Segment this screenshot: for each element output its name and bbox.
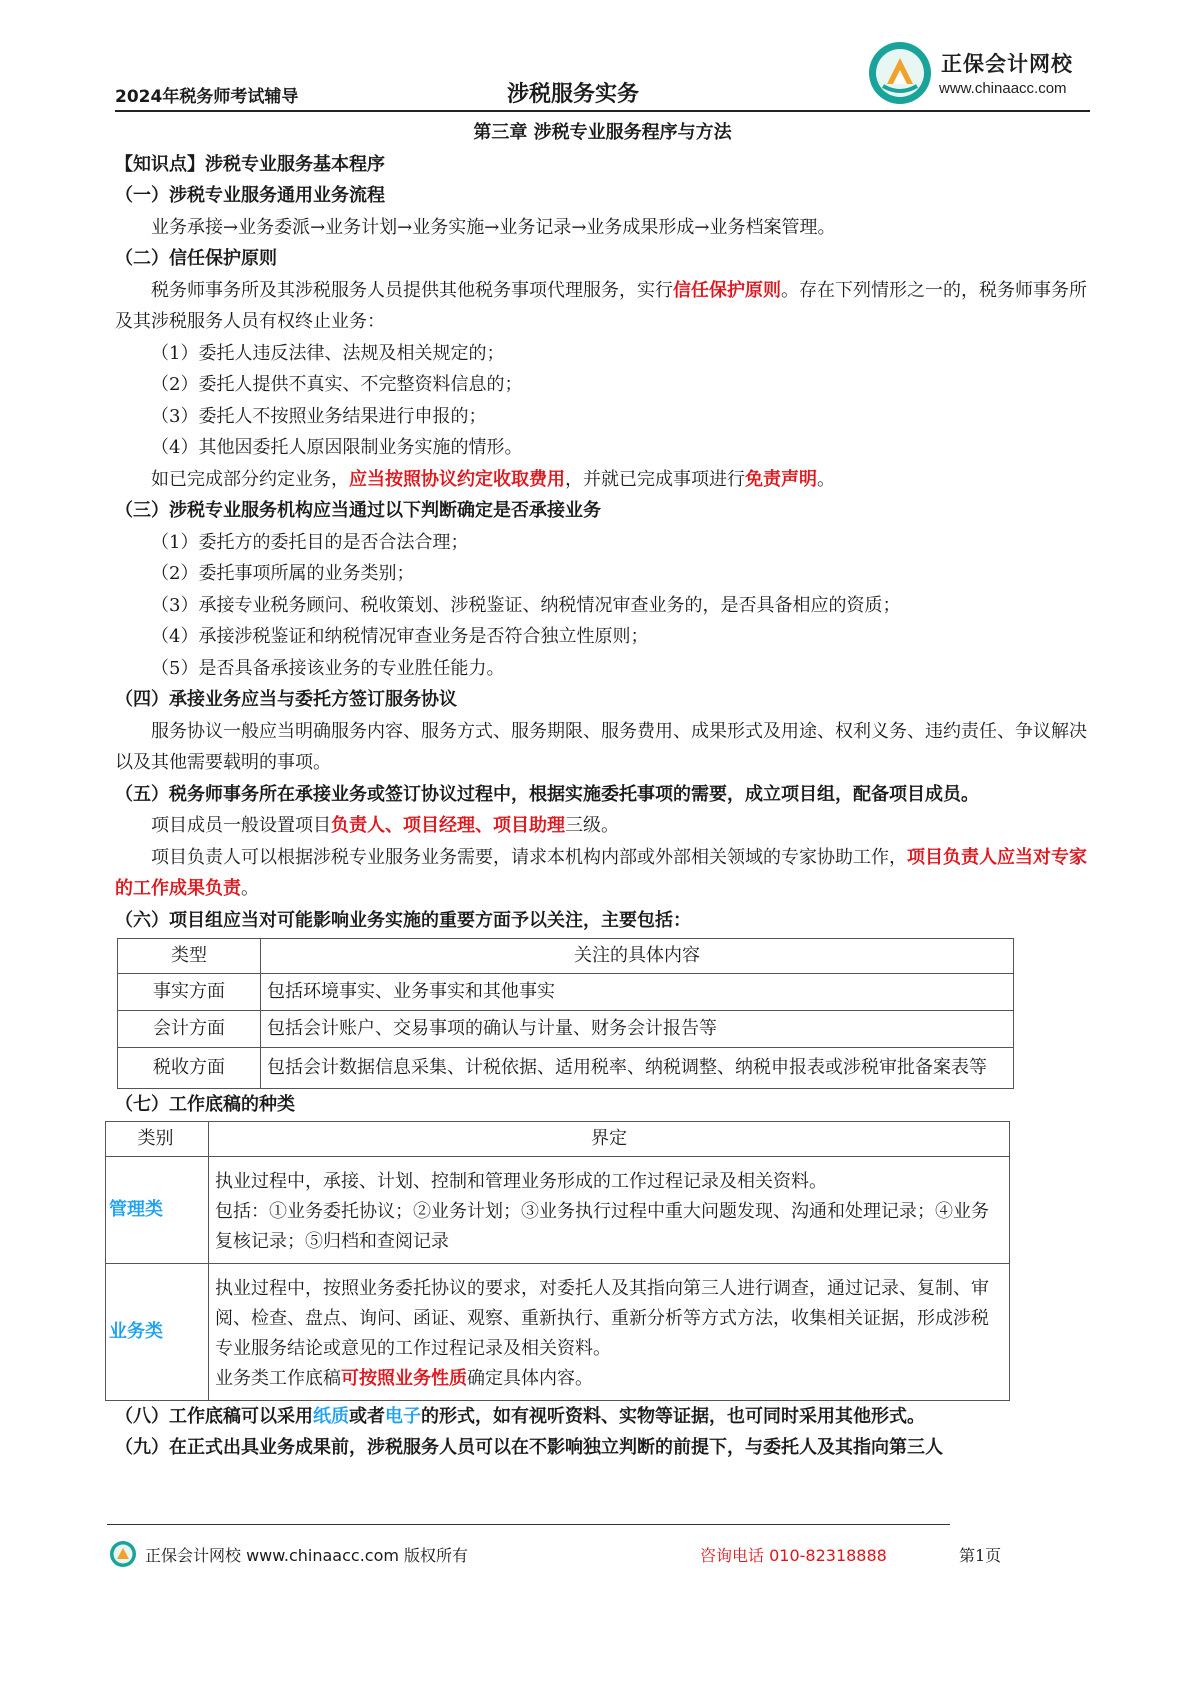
table-row: [118, 1048, 1014, 1089]
list-item: （3）委托人不按照业务结果进行申报的；: [151, 405, 487, 427]
cell-line: 执业过程中，按照业务委托协议的要求，对委托人及其指向第三人进行调查，通过记录、复制、审阅、检查、盘点、询问、函证、观察、重新执行、重新分析等方式方法，收集相关证据，形成涉税专业服务结论或意见的工作过程记录及相关资料。: [215, 1277, 989, 1359]
subject-title: 涉税服务实务: [507, 82, 640, 107]
table-row: [118, 974, 1014, 1011]
emphasis-blue: 电子: [385, 1405, 421, 1427]
section-1-text: 业务承接→业务委派→业务计划→业务实施→业务记录→业务成果形成→业务档案管理。: [151, 216, 836, 238]
list-item: （5）是否具备承接该业务的专业胜任能力。: [151, 657, 505, 679]
document-body: [109, 117, 1090, 1464]
section-4-heading: （四）承接业务应当与委托方签订服务协议: [115, 689, 457, 710]
list-item: （1）委托方的委托目的是否合法合理；: [151, 531, 469, 553]
exam-guide-label: 2024年税务师考试辅导: [115, 87, 299, 107]
emphasis-red: 应当按照协议约定收取费用: [349, 468, 565, 490]
footer-logo-icon: [109, 1540, 137, 1568]
page-header: [115, 40, 1090, 110]
table-header-row: [118, 939, 1014, 974]
table-row: [106, 1263, 1010, 1400]
logo-url: www.chinaacc.com: [939, 80, 1067, 97]
page-footer: [107, 1538, 1012, 1568]
emphasis-red: 信任保护原则: [673, 279, 781, 301]
section-4-text: 服务协议一般应当明确服务内容、服务方式、服务期限、服务费用、成果形式及用途、权利义务、违约责任、争议解决以及其他需要载明的事项。: [115, 720, 1087, 773]
list-item: （2）委托事项所属的业务类别；: [151, 563, 415, 584]
emphasis-red: 项目负责人应当对专家的工作成果负责: [115, 846, 1087, 899]
emphasis-red: 可按照业务性质: [341, 1367, 467, 1389]
table-cell: 业务类: [106, 1263, 209, 1400]
table-cell: 包括会计账户、交易事项的确认与计量、财务会计报告等: [261, 1011, 1014, 1048]
table-cell: 管理类: [106, 1156, 209, 1263]
cell-line: 业务类工作底稿可按照业务性质确定具体内容。: [215, 1367, 593, 1389]
section-8-heading: （八）工作底稿可以采用纸质或者电子的形式，如有视听资料、实物等证据，也可同时采用其他形式。: [115, 1405, 925, 1427]
section-2-text: 税务师事务所及其涉税服务人员提供其他税务事项代理服务，实行信任保护原则。存在下列情形之一的，税务师事务所及其涉税服务人员有权终止业务：: [115, 279, 1087, 332]
logo-icon: [867, 40, 933, 106]
table-cell: [209, 1156, 1010, 1263]
list-item: （4）承接涉税鉴证和纳税情况审查业务是否符合独立性原则；: [151, 626, 649, 647]
cell-line: 执业过程中，承接、计划、控制和管理业务形成的工作过程记录及相关资料。: [215, 1170, 827, 1192]
table-cell: 包括会计数据信息采集、计税依据、适用税率、纳税调整、纳税申报表或涉税审批备案表等: [261, 1048, 1014, 1089]
section-5-text-1: 项目成员一般设置项目负责人、项目经理、项目助理三级。: [151, 815, 619, 836]
list-item: （2）委托人提供不真实、不完整资料信息的；: [151, 374, 523, 395]
section-2-note: 如已完成部分约定业务，应当按照协议约定收取费用，并就已完成事项进行免责声明。: [151, 468, 835, 490]
emphasis-blue: 纸质: [313, 1405, 349, 1427]
table-row: [106, 1156, 1010, 1263]
knowledge-point-heading: 【知识点】涉税专业服务基本程序: [115, 153, 385, 175]
footer-copyright: 正保会计网校 www.chinaacc.com 版权所有: [145, 1546, 469, 1565]
page-number: 第1页: [959, 1546, 1002, 1565]
table-row: [118, 1011, 1014, 1048]
table-header-cell: 类别: [106, 1121, 209, 1156]
cell-line: 包括：①业务委托协议；②业务计划；③业务执行过程中重大问题发现、沟通和处理记录；④业务复核记录；⑤归档和查阅记录: [215, 1200, 989, 1252]
brand-logo: [867, 40, 1097, 106]
section-9-heading: （九）在正式出具业务成果前，涉税服务人员可以在不影响独立判断的前提下，与委托人及其指向第三人: [115, 1437, 943, 1458]
emphasis-red: 免责声明: [745, 468, 817, 490]
list-item: （4）其他因委托人原因限制业务实施的情形。: [151, 437, 523, 458]
emphasis-red: 负责人、项目经理、项目助理: [331, 815, 565, 836]
footer-rule: [107, 1524, 950, 1525]
table-header-cell: 界定: [209, 1121, 1010, 1156]
working-papers-table: [105, 1121, 1010, 1401]
section-2-heading: （二）信任保护原则: [115, 248, 277, 269]
section-5-text-2: 项目负责人可以根据涉税专业服务业务需要，请求本机构内部或外部相关领域的专家协助工作，项目负责人应当对专家的工作成果负责。: [115, 846, 1087, 899]
header-rule: [115, 110, 1090, 112]
chapter-title: 第三章 涉税专业服务程序与方法: [473, 122, 732, 143]
logo-name: 正保会计网校: [941, 52, 1073, 76]
table-header-cell: 类型: [118, 939, 261, 974]
table-header-row: [106, 1121, 1010, 1156]
section-6-heading: （六）项目组应当对可能影响业务实施的重要方面予以关注，主要包括：: [115, 909, 691, 931]
table-header-cell: 关注的具体内容: [261, 939, 1014, 974]
table-cell: 事实方面: [118, 974, 261, 1011]
section-3-heading: （三）涉税专业服务机构应当通过以下判断确定是否承接业务: [115, 500, 601, 521]
list-item: （3）承接专业税务顾问、税收策划、涉税鉴证、纳税情况审查业务的，是否具备相应的资质；: [151, 594, 901, 616]
section-5-heading: （五）税务师事务所在承接业务或签订协议过程中，根据实施委托事项的需要，成立项目组，配备项目成员。: [115, 783, 979, 805]
focus-areas-table: [117, 938, 1014, 1089]
section-7-heading: （七）工作底稿的种类: [115, 1094, 295, 1115]
list-item: （1）委托人违反法律、法规及相关规定的；: [151, 342, 505, 364]
table-cell: [209, 1263, 1010, 1400]
table-cell: 包括环境事实、业务事实和其他事实: [261, 974, 1014, 1011]
footer-phone: 咨询电话 010-82318888: [700, 1546, 887, 1565]
section-1-heading: （一）涉税专业服务通用业务流程: [115, 185, 385, 206]
table-cell: 会计方面: [118, 1011, 261, 1048]
table-cell: 税收方面: [118, 1048, 261, 1089]
